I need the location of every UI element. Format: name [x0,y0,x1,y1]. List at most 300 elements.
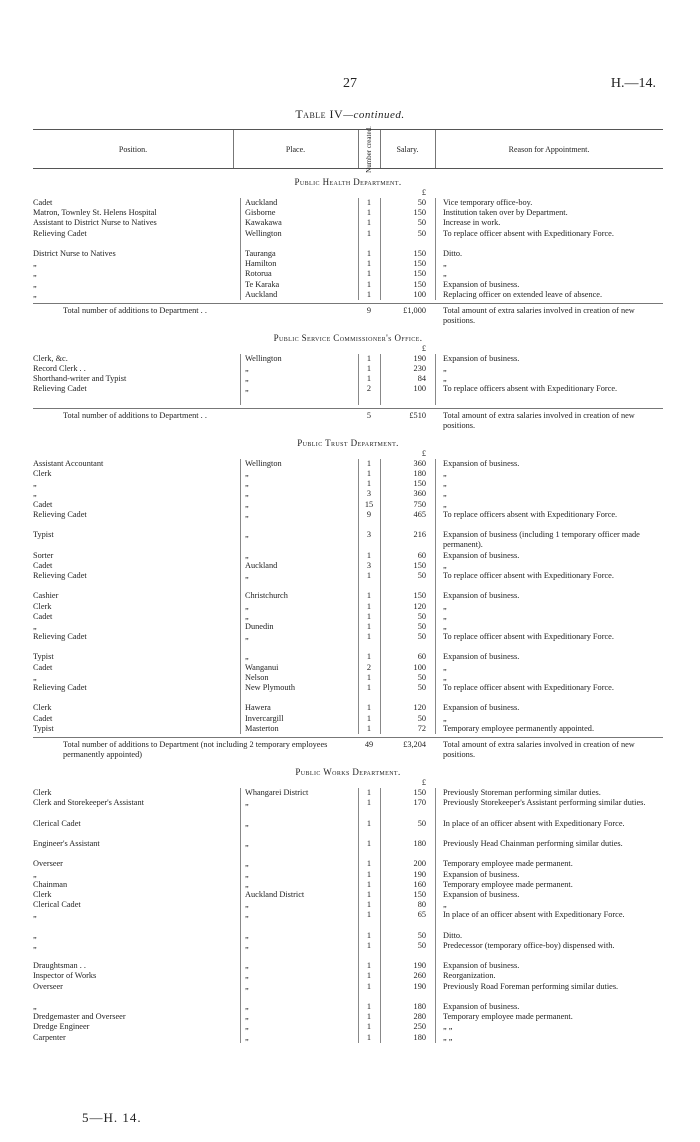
cell-reason: Ditto. [443,248,463,258]
column-rule [380,839,381,859]
cell-salary: 150 [413,269,426,279]
column-rule [240,788,241,798]
cell-salary: 150 [413,479,426,489]
column-rule [240,673,241,683]
column-rule [240,591,241,601]
cell-place: „ [245,879,249,889]
cell-position: Overseer [33,981,63,991]
cell-number: 1 [366,723,372,733]
cell-position: „ [33,940,37,950]
cell-reason: Predecessor (temporary office-boy) dispensed with. [443,940,615,950]
cell-number: 1 [366,632,372,642]
cell-reason: „ [443,621,447,631]
total-reason: Total amount of extra salaries involved in creation of new positions. [443,739,635,760]
cell-number: 1 [366,218,372,228]
cell-salary: 65 [417,910,426,920]
cell-number: 1 [366,591,372,601]
column-rule [435,229,436,249]
column-rule [358,703,359,713]
cell-position: Sorter [33,550,54,560]
cell-salary: 150 [413,889,426,899]
cell-reason: „ [443,611,447,621]
table-row [33,551,663,561]
column-rule [240,703,241,713]
cell-reason: „ [443,364,447,374]
column-rule [240,500,241,510]
cell-position: Clerk [33,703,52,713]
cell-number: 1 [366,930,372,940]
cell-number: 1 [366,469,372,479]
cell-position: Typist [33,652,54,662]
cell-salary: 80 [417,900,426,910]
cell-position: Cadet [33,198,53,207]
cell-salary: 360 [413,458,426,468]
cell-reason: Previously Storeman performing similar duties. [443,787,601,797]
department-total-row [33,306,663,330]
cell-reason: „ „ [443,1022,453,1032]
cell-position: Dredgemaster and Overseer [33,1012,126,1022]
table-row [33,622,663,632]
column-rule [240,459,241,469]
column-rule [380,900,381,910]
department-total-row [33,740,663,764]
column-rule [435,290,436,300]
cell-number: 1 [366,248,372,258]
table-row [33,198,663,208]
cell-number: 1 [366,479,372,489]
table-row [33,971,663,981]
column-rule [435,479,436,489]
cell-reason: „ [443,713,447,723]
cell-position: Relieving Cadet [33,228,87,238]
column-rule [380,249,381,259]
cell-position: „ [33,672,37,682]
cell-place: „ [245,1032,249,1042]
cell-salary: 280 [413,1012,426,1022]
cell-reason: Previously Storekeeper's Assistant performing similar duties. [443,798,646,808]
cell-number: 1 [366,374,372,384]
column-rule [380,229,381,249]
cell-place: „ [245,489,249,499]
column-rule [240,890,241,900]
column-rule [240,859,241,869]
column-rule [358,469,359,479]
cell-salary: 50 [417,713,426,723]
cell-number: 1 [366,228,372,238]
table-row [33,870,663,880]
table-row [33,982,663,1002]
column-rule [240,839,241,859]
column-rule [380,961,381,971]
cell-place: Christchurch [245,591,288,601]
column-rule [358,622,359,632]
column-rule [380,259,381,269]
column-rule [240,479,241,489]
cell-salary: 72 [417,723,426,733]
column-rule [435,510,436,530]
column-rule [380,530,381,550]
cell-reason: In place of an officer absent with Expeditionary Force. [443,910,625,920]
cell-place: Auckland [245,289,278,299]
cell-position: Clerk [33,601,52,611]
cell-number: 1 [366,289,372,299]
cell-place: „ [245,869,249,879]
cell-place: Gisborne [245,208,276,218]
cell-number: 1 [366,1022,372,1032]
table-row [33,500,663,510]
cell-reason: „ [443,900,447,910]
column-rule [380,571,381,591]
column-rule [358,900,359,910]
cell-position: „ [33,479,37,489]
column-rule [435,1033,436,1043]
cell-salary: 50 [417,672,426,682]
column-rule [435,859,436,869]
cell-position: Carpenter [33,1032,66,1042]
cell-position: „ [33,869,37,879]
cell-salary: 50 [417,818,426,828]
column-rule [435,208,436,218]
cell-place: „ [245,530,249,540]
cell-place: „ [245,981,249,991]
cell-salary: 50 [417,198,426,207]
table-row [33,374,663,384]
table-row [33,1002,663,1012]
cell-place: „ [245,469,249,479]
column-rule [240,612,241,622]
cell-salary: 190 [413,961,426,971]
column-rule [240,384,241,404]
cell-number: 1 [366,601,372,611]
table-row [33,571,663,591]
column-rule [380,622,381,632]
cell-position: Relieving Cadet [33,632,87,642]
cell-position: Cadet [33,662,53,672]
cell-place: Hawera [245,703,271,713]
total-number: 49 [364,739,374,749]
cell-reason: Institution taken over by Department. [443,208,568,218]
cell-reason: To replace officer absent with Expeditionary Force. [443,228,614,238]
cell-number: 1 [366,621,372,631]
table-row [33,931,663,941]
cell-salary: 190 [413,981,426,991]
cell-salary: 50 [417,218,426,228]
cell-position: Clerk, &c. [33,353,68,363]
column-rule [435,1022,436,1032]
cell-number: 1 [366,269,372,279]
column-rule [240,880,241,890]
table-row [33,384,663,404]
column-rule [240,663,241,673]
cell-reason: „ [443,479,447,489]
table-row [33,880,663,890]
column-rule [358,249,359,259]
cell-number: 1 [366,550,372,560]
column-rule [380,1012,381,1022]
cell-position: Cashier [33,591,59,601]
column-rule [358,724,359,734]
total-rule [33,737,663,738]
cell-salary: 84 [417,374,426,384]
cell-position: Clerk [33,469,52,479]
cell-place: „ [245,961,249,971]
cell-place: „ [245,971,249,981]
cell-number: 1 [366,208,372,218]
cell-reason: Expansion of business. [443,458,520,468]
column-rule [358,198,359,208]
cell-reason: To replace officer absent with Expeditionary Force. [443,632,614,642]
column-rule [358,259,359,269]
cell-number: 1 [366,869,372,879]
cell-salary: 100 [413,662,426,672]
column-rule [380,612,381,622]
cell-place: Invercargill [245,713,284,723]
column-rule [380,931,381,941]
column-rule [435,982,436,1002]
cell-number: 2 [366,384,372,394]
cell-salary: 180 [413,1032,426,1042]
cell-number: 1 [366,458,372,468]
column-rule [435,571,436,591]
cell-reason: Temporary employee made permanent. [443,1012,573,1022]
column-rule [240,910,241,930]
column-rule [240,1033,241,1043]
cell-reason: Temporary employee made permanent. [443,879,573,889]
cell-number: 1 [366,910,372,920]
cell-place: „ [245,1012,249,1022]
column-rule [435,663,436,673]
column-header-number-label: Number created. [364,125,373,173]
column-rule [240,941,241,961]
column-rule [240,249,241,259]
column-rule [358,1002,359,1012]
cell-reason: Increase in work. [443,218,501,228]
page-number: 27 [343,76,357,91]
column-rule [358,714,359,724]
table-row [33,890,663,900]
table-row [33,788,663,798]
cell-reason: Expansion of business. [443,961,520,971]
column-rule [380,469,381,479]
cell-salary: 150 [413,279,426,289]
cell-salary: 150 [413,787,426,797]
column-rule [435,961,436,971]
cell-number: 1 [366,859,372,869]
column-rule [435,839,436,859]
page-signature: 5—H. 14. [82,1110,142,1125]
cell-place: „ [245,1022,249,1032]
table-row [33,354,663,364]
table-row [33,561,663,571]
column-rule [435,652,436,662]
column-rule [358,208,359,218]
cell-salary: 180 [413,838,426,848]
total-salary: £3,204 [403,739,426,749]
column-header-number [358,125,381,173]
cell-place: „ [245,818,249,828]
cell-salary: 50 [417,621,426,631]
table-row [33,269,663,279]
column-rule [240,982,241,1002]
table-row [33,798,663,818]
table-row [33,479,663,489]
cell-place: Nelson [245,672,269,682]
cell-place: „ [245,611,249,621]
department-title: Public Health Department. [294,177,402,187]
column-rule [358,229,359,249]
cell-position: Cadet [33,499,53,509]
cell-position: „ [33,279,37,289]
cell-salary: 50 [417,228,426,238]
cell-number: 1 [366,703,372,713]
cell-reason: To replace officers absent with Expeditionary Force. [443,384,618,394]
column-rule [435,880,436,890]
total-label: Total number of additions to Department . . [63,410,207,420]
table-row [33,602,663,612]
cell-reason: „ [443,489,447,499]
column-rule [435,724,436,734]
column-rule [358,652,359,662]
column-rule [358,561,359,571]
column-rule [380,880,381,890]
column-rule [380,673,381,683]
cell-place: „ [245,838,249,848]
column-rule [380,384,381,404]
column-rule [240,798,241,818]
department-title: Public Works Department. [295,766,401,777]
cell-reason: „ [443,259,447,269]
column-rule [240,290,241,300]
cell-position: Cadet [33,560,53,570]
column-rule [380,459,381,469]
table-row [33,819,663,839]
cell-salary: 250 [413,1022,426,1032]
cell-number: 1 [366,279,372,289]
department-total-row [33,411,663,435]
column-rule [380,591,381,601]
cell-salary: 180 [413,469,426,479]
cell-reason: Expansion of business. [443,550,520,560]
column-rule [380,500,381,510]
table-row [33,673,663,683]
cell-place: Kawakawa [245,218,282,228]
cell-salary: 150 [413,560,426,570]
column-rule [358,982,359,1002]
cell-salary: 100 [413,289,426,299]
column-rule [358,788,359,798]
cell-place: Auckland [245,560,278,570]
column-rule [435,900,436,910]
column-rule [380,269,381,279]
cell-place: „ [245,930,249,940]
cell-reason: Temporary employee permanently appointed. [443,723,595,733]
column-rule [358,571,359,591]
cell-number: 1 [366,981,372,991]
cell-position: Relieving Cadet [33,509,87,519]
column-rule [358,591,359,601]
department-section [33,766,663,1043]
column-rule [435,500,436,510]
cell-salary: 170 [413,798,426,808]
cell-reason: „ [443,662,447,672]
column-rule [435,459,436,469]
cell-place: „ [245,900,249,910]
cell-place: Auckland [245,198,278,207]
column-rule [358,931,359,941]
cell-reason: Vice temporary office-boy. [443,198,533,207]
column-rule [435,364,436,374]
cell-salary: 50 [417,940,426,950]
cell-salary: 190 [413,353,426,363]
cell-reason: Expansion of business. [443,591,520,601]
cell-position: Relieving Cadet [33,570,87,580]
cell-reason: To replace officer absent with Expeditionary Force. [443,570,614,580]
column-rule [240,198,241,208]
column-rule [435,673,436,683]
cell-number: 1 [366,900,372,910]
column-header-place: Place. [233,130,359,168]
cell-position: Clerk [33,889,52,899]
cell-position: Matron, Townley St. Helens Hospital [33,208,157,218]
cell-position: „ [33,259,37,269]
column-rule [358,632,359,652]
table-row [33,683,663,703]
cell-position: „ [33,489,37,499]
column-rule [240,632,241,652]
column-rule [435,971,436,981]
column-header-reason: Reason for Appointment. [508,144,590,154]
column-rule [380,632,381,652]
cell-number: 1 [366,971,372,981]
column-rule [240,510,241,530]
column-rule [240,1012,241,1022]
column-rule [358,354,359,364]
column-rule [358,551,359,561]
column-rule [240,931,241,941]
cell-reason: In place of an officer absent with Expeditionary Force. [443,818,625,828]
caption-prefix: Table IV [295,107,344,121]
column-rule [380,374,381,384]
cell-place: Te Karaka [245,279,280,289]
cell-salary: 60 [417,550,426,560]
cell-place: „ [245,798,249,808]
caption-suffix: —continued. [343,109,405,121]
column-rule [358,384,359,404]
column-rule [358,673,359,683]
table-row [33,859,663,869]
cell-place: „ [245,374,249,384]
column-rule [380,364,381,374]
column-rule [380,290,381,300]
cell-salary: 50 [417,683,426,693]
total-reason: Total amount of extra salaries involved in creation of new positions. [443,410,635,431]
table-row [33,632,663,652]
total-rule [33,303,663,304]
cell-position: „ [33,289,37,299]
cell-salary: 50 [417,570,426,580]
cell-salary: 216 [413,530,426,540]
table-row [33,469,663,479]
cell-place: Auckland District [245,889,305,899]
total-label: Total number of additions to Department (not including 2 temporary employees permanently appointed) [63,739,328,760]
cell-salary: 160 [413,879,426,889]
table-row [33,839,663,859]
column-rule [380,198,381,208]
pound-sign: £ [421,343,426,353]
table-row [33,459,663,469]
column-rule [435,384,436,404]
cell-reason: Expansion of business. [443,703,520,713]
